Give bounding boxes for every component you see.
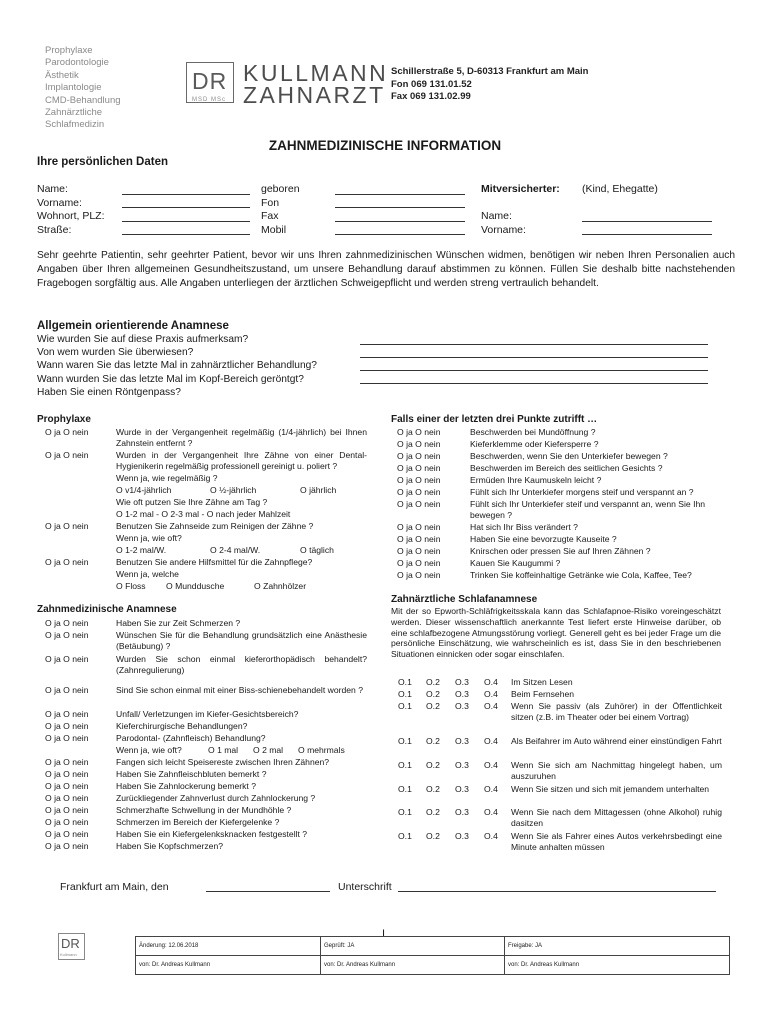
service-item: Ästhetik <box>45 69 79 81</box>
yes-no-options[interactable]: O ja O nein <box>45 521 89 531</box>
service-item: Zahnärztliche <box>45 107 103 119</box>
insured-name-field[interactable] <box>582 211 712 222</box>
page-title: ZAHNMEDIZINISCHE INFORMATION <box>268 138 502 153</box>
falls-question: Beschwerden, wenn Sie den Unterkiefer bewegen ? <box>470 451 668 461</box>
epworth-option[interactable]: O.1 <box>398 701 412 711</box>
zahnmed-question: Fangen sich leicht Speisereste zwischen Ihren Zähnen? <box>116 757 330 767</box>
zahnmed-sub: Wenn ja, wie oft? <box>116 745 182 755</box>
phone: Fon 069 131.01.52 <box>391 78 472 90</box>
answer-line[interactable] <box>360 347 708 358</box>
prophylaxe-sub: Wenn ja, welche <box>116 569 179 579</box>
strasse-field[interactable] <box>122 224 250 235</box>
epworth-option[interactable]: O.2 <box>426 807 440 817</box>
epworth-option[interactable]: O.1 <box>398 831 412 841</box>
option[interactable]: O Floss <box>116 581 146 591</box>
yes-no-options[interactable]: O ja O nein <box>45 709 89 719</box>
geboren-field[interactable] <box>335 184 465 195</box>
footer-cell: von: Dr. Andreas Kullmann <box>505 956 730 975</box>
prophylaxe-question: Wurden in der Vergangenheit Ihre Zähne von einer Dental-Hygienikerin regelmäßig professionell gereinigt u. poliert ? <box>116 450 367 471</box>
service-item: Schlafmedizin <box>45 119 105 131</box>
field-label: Vorname: <box>481 223 526 236</box>
insured-vorname-field[interactable] <box>582 224 712 235</box>
epworth-item: Wenn Sie als Fahrer eines Autos verkehrsbedingt eine Minute anhalten müssen <box>511 831 722 852</box>
yes-no-options[interactable]: O ja O nein <box>397 534 441 544</box>
fax: Fax 069 131.02.99 <box>391 91 471 102</box>
falls-heading: Falls einer der letzten drei Punkte zutrifft … <box>391 414 598 425</box>
zahnmed-question: Haben Sie zur Zeit Schmerzen ? <box>116 618 241 628</box>
zahnmed-question: Kieferchirurgische Behandlungen? <box>116 721 248 731</box>
anamnese-question: Wann waren Sie das letzte Mal in zahnärztlicher Behandlung? <box>37 360 317 372</box>
service-item: CMD-Behandlung <box>45 94 121 106</box>
option[interactable]: O täglich <box>300 545 334 555</box>
logo-name-line: KULLMANN <box>243 60 389 86</box>
yes-no-options[interactable]: O ja O nein <box>397 475 441 485</box>
yes-no-options[interactable]: O ja O nein <box>45 685 89 695</box>
schlaf-intro: Mit der so Epworth-Schläfrigkeitsskala kann das Schlafapnoe-Risiko voreingeschätzt werden. Dieser wissenschaftlich anerkannte Test liefert erste Hinweise darüber, ob eine schlafbezogene Atmungsstörung vorliegt. Generell geht es bei jeder Frage um die persönliche Einschätzung, wie wahrscheinlich es ist, dass Sie in den beschriebenen Situationen einnicken oder sogar einschlafen. <box>391 606 721 660</box>
epworth-option[interactable]: O.4 <box>484 736 498 746</box>
epworth-option[interactable]: O.4 <box>484 831 498 841</box>
yes-no-options[interactable]: O ja O nein <box>45 829 89 839</box>
zahnmed-question: Zurückliegender Zahnverlust durch Zahnlockerung ? <box>116 793 316 803</box>
option[interactable]: O 1-2 mal/W. <box>116 545 167 555</box>
zahnmed-heading: Zahnmedizinische Anamnese <box>37 604 177 615</box>
date-field[interactable] <box>206 891 330 892</box>
name-field[interactable] <box>122 184 250 195</box>
yes-no-options[interactable]: O ja O nein <box>45 450 89 460</box>
prophylaxe-heading: Prophylaxe <box>37 414 91 425</box>
epworth-item: Im Sitzen Lesen <box>511 677 573 687</box>
personal-mid-labels <box>261 183 300 237</box>
anamnese-question: Wann wurden Sie das letzte Mal im Kopf-Bereich geröntgt? <box>37 373 304 385</box>
yes-no-options[interactable]: O ja O nein <box>45 721 89 731</box>
falls-question: Haben Sie eine bevorzugte Kauseite ? <box>470 534 617 544</box>
prophylaxe-question: Benutzen Sie Zahnseide zum Reinigen der Zähne ? <box>116 521 314 531</box>
yes-no-options[interactable]: O ja O nein <box>45 427 89 437</box>
zahnmed-question: Unfall/ Verletzungen im Kiefer-Gesichtsbereich? <box>116 709 299 719</box>
mobil-field[interactable] <box>335 224 465 235</box>
epworth-option[interactable]: O.1 <box>398 736 412 746</box>
yes-no-options[interactable]: O ja O nein <box>397 499 441 509</box>
services-list <box>45 45 121 132</box>
zahnmed-question: Haben Sie Zahnlockerung bemerkt ? <box>116 781 256 791</box>
zahnmed-question: Parodontal- (Zahnfleisch) Behandlung? <box>116 733 266 743</box>
service-item: Implantologie <box>45 82 102 94</box>
yes-no-options[interactable]: O ja O nein <box>45 793 89 803</box>
yes-no-options[interactable]: O ja O nein <box>45 618 89 628</box>
schlaf-heading: Zahnärztliche Schlafanamnese <box>391 594 538 605</box>
epworth-option[interactable]: O.3 <box>455 760 469 770</box>
anamnese-heading: Allgemein orientierende Anamnese <box>37 320 229 332</box>
yes-no-options[interactable]: O ja O nein <box>45 781 89 791</box>
epworth-option[interactable]: O.4 <box>484 760 498 770</box>
insured-labels <box>481 210 526 237</box>
anamnese-question: Wie wurden Sie auf diese Praxis aufmerksam? <box>37 334 249 345</box>
option[interactable]: O Zahnhölzer <box>254 581 307 591</box>
epworth-option[interactable]: O.2 <box>426 760 440 770</box>
yes-no-options[interactable]: O ja O nein <box>397 558 441 568</box>
logo-name-line: ZAHNARZT <box>243 82 386 108</box>
contact-block <box>391 66 588 104</box>
epworth-option[interactable]: O.2 <box>426 677 440 687</box>
falls-question: Kieferklemme oder Kiefersperre ? <box>470 439 599 449</box>
wohnort-field[interactable] <box>122 211 250 222</box>
yes-no-options[interactable]: O ja O nein <box>45 817 89 827</box>
falls-question: Trinken Sie koffeinhaltige Getränke wie Cola, Kaffee, Tee? <box>470 570 692 580</box>
yes-no-options[interactable]: O ja O nein <box>45 630 89 640</box>
yes-no-options[interactable]: O ja O nein <box>45 805 89 815</box>
prophylaxe-question: Wurde in der Vergangenheit regelmäßig (1/4-jährlich) bei Ihnen Zahnstein entfernt ? <box>116 427 367 448</box>
logo-mark-sub: MSD MSc <box>192 97 226 103</box>
yes-no-options[interactable]: O ja O nein <box>45 733 89 743</box>
yes-no-options[interactable]: O ja O nein <box>45 757 89 767</box>
epworth-option[interactable]: O.4 <box>484 701 498 711</box>
zahnmed-question: Schmerzhafte Schwellung in der Mundhöhle ? <box>116 805 292 815</box>
epworth-option[interactable]: O.4 <box>484 807 498 817</box>
logo-mark: DR <box>192 68 228 94</box>
epworth-option[interactable]: O.1 <box>398 784 412 794</box>
signature-field[interactable] <box>398 891 716 892</box>
epworth-option[interactable]: O.2 <box>426 689 440 699</box>
option[interactable]: O v1/4-jährlich <box>116 485 172 495</box>
footer-cell: Freigabe: JA <box>505 937 730 956</box>
epworth-option[interactable]: O.1 <box>398 760 412 770</box>
epworth-option[interactable]: O.3 <box>455 677 469 687</box>
field-label: Wohnort, PLZ: <box>37 210 105 222</box>
epworth-item: Als Beifahrer im Auto während einer einstündigen Fahrt <box>511 736 722 746</box>
field-label: Fax <box>261 210 279 222</box>
signature-city: Frankfurt am Main, den <box>60 881 169 893</box>
epworth-item: Wenn Sie nach dem Mittagessen (ohne Alkohol) ruhig dasitzen <box>511 807 722 828</box>
field-label: Name: <box>37 183 68 195</box>
epworth-option[interactable]: O.1 <box>398 677 412 687</box>
footer-cell: Geprüft: JA <box>321 937 505 956</box>
field-label: Mobil <box>261 223 287 236</box>
answer-line[interactable] <box>360 373 708 384</box>
yes-no-options[interactable]: O ja O nein <box>397 463 441 473</box>
field-label: Straße: <box>37 223 72 236</box>
epworth-option[interactable]: O.4 <box>484 677 498 687</box>
falls-question: Fühlt sich Ihr Unterkiefer morgens steif und verspannt an ? <box>470 487 694 497</box>
prophylaxe-sub: Wie oft putzen Sie Ihre Zähne am Tag ? <box>116 497 268 507</box>
insured-label: Mitversicherter: <box>481 183 560 195</box>
yes-no-options[interactable]: O ja O nein <box>397 451 441 461</box>
option[interactable]: O Munddusche <box>166 581 225 591</box>
anamnese-questions <box>37 333 317 399</box>
falls-question: Kauen Sie Kaugummi ? <box>470 558 561 568</box>
yes-no-options[interactable]: O ja O nein <box>397 427 441 437</box>
field-label: Vorname: <box>37 196 82 209</box>
falls-question: Fühlt sich Ihr Unterkiefer steif und verspannt an, wenn Sie Ihn bewegen ? <box>470 499 706 520</box>
prophylaxe-sub: Wenn ja, wie oft? <box>116 533 182 543</box>
yes-no-options[interactable]: O ja O nein <box>397 439 441 449</box>
epworth-item: Wenn Sie sich am Nachmittag hingelegt haben, um auszuruhen <box>511 760 722 781</box>
personal-left-labels <box>37 183 105 237</box>
footer-logo-sub: Kullmann <box>60 952 77 957</box>
option[interactable]: O 1 mal <box>208 745 239 755</box>
epworth-option[interactable]: O.3 <box>455 831 469 841</box>
yes-no-options[interactable]: O ja O nein <box>397 522 441 532</box>
epworth-item: Wenn Sie sitzen und sich mit jemandem unterhalten <box>511 784 710 794</box>
epworth-option[interactable]: O.2 <box>426 736 440 746</box>
epworth-option[interactable]: O.2 <box>426 831 440 841</box>
epworth-option[interactable]: O.3 <box>455 701 469 711</box>
epworth-option[interactable]: O.4 <box>484 689 498 699</box>
falls-question: Beschwerden im Bereich des seitlichen Gesichts ? <box>470 463 663 473</box>
footer-cell: von: Dr. Andreas Kullmann <box>136 956 321 975</box>
option[interactable]: O 2 mal <box>253 745 284 755</box>
falls-question: Beschwerden bei Mundöffnung ? <box>470 427 596 437</box>
epworth-option[interactable]: O.2 <box>426 701 440 711</box>
insured-note: (Kind, Ehegatte) <box>582 183 658 195</box>
answer-line[interactable] <box>360 360 708 371</box>
yes-no-options[interactable]: O ja O nein <box>397 487 441 497</box>
epworth-item: Wenn Sie passiv (als Zuhörer) in der Öffentlichkeit sitzen (z.B. im Theater oder bei einem Vortrag) <box>511 701 722 722</box>
zahnmed-question: Haben Sie ein Kiefergelenksknacken festgestellt ? <box>116 829 308 839</box>
footer-logo: DR <box>61 936 80 951</box>
yes-no-options[interactable]: O ja O nein <box>45 654 89 664</box>
epworth-option[interactable]: O.1 <box>398 807 412 817</box>
answer-line[interactable] <box>360 334 708 345</box>
epworth-option[interactable]: O.2 <box>426 784 440 794</box>
yes-no-options[interactable]: O ja O nein <box>397 546 441 556</box>
option[interactable]: O ½-jährlich <box>210 485 257 495</box>
anamnese-question: Haben Sie einen Röntgenpass? <box>37 386 181 398</box>
address: Schillerstraße 5, D-60313 Frankfurt am Main <box>391 66 589 77</box>
signature-label: Unterschrift <box>338 881 392 893</box>
zahnmed-question: Haben Sie Kopfschmerzen? <box>116 841 224 851</box>
zahnmed-question: Sind Sie schon einmal mit einer Biss-schienebehandelt worden ? <box>116 685 363 695</box>
epworth-option[interactable]: O.3 <box>455 784 469 794</box>
intro-text: Sehr geehrte Patientin, sehr geehrter Patient, bevor wir uns Ihren zahnmedizinischen Wünschen widmen, benötigen wir neben Ihren Personalien auch Angaben über Ihren allgemeinen Gesundheitszustand, um unsere Behandlung darauf abstimmen zu können. Füllen Sie deshalb bitte nachstehenden Fragebogen sorgfältig aus. Alle Angaben unterliegen der ärztlichen Schweigepflicht und werden streng vertraulich behandelt. <box>37 250 735 290</box>
zahnmed-question: Wurden Sie schon einmal kieferorthopädisch behandelt? (Zahnregulierung) <box>116 654 367 675</box>
fon-field[interactable] <box>335 197 465 208</box>
yes-no-options[interactable]: O ja O nein <box>45 841 89 851</box>
field-label: geboren <box>261 183 300 195</box>
field-label: Fon <box>261 196 280 209</box>
epworth-option[interactable]: O.4 <box>484 784 498 794</box>
prophylaxe-sub: Wenn ja, wie regelmäßig ? <box>116 473 218 483</box>
falls-question: Hat sich Ihr Biss verändert ? <box>470 522 578 532</box>
yes-no-options[interactable]: O ja O nein <box>397 570 441 580</box>
fax-field[interactable] <box>335 211 465 222</box>
zahnmed-question: Haben Sie Zahnfleischbluten bemerkt ? <box>116 769 267 779</box>
epworth-item: Beim Fernsehen <box>511 689 575 699</box>
epworth-option[interactable]: O.1 <box>398 689 412 699</box>
footer-cell: von: Dr. Andreas Kullmann <box>321 956 505 975</box>
option-row[interactable]: O 1-2 mal - O 2-3 mal - O nach jeder Mahlzeit <box>116 509 291 519</box>
epworth-option[interactable]: O.3 <box>455 689 469 699</box>
falls-question: Knirschen oder pressen Sie auf Ihren Zähnen ? <box>470 546 651 556</box>
page-mark: I <box>382 928 386 940</box>
service-item: Prophylaxe <box>45 45 93 56</box>
service-item: Parodontologie <box>45 57 109 69</box>
falls-question: Ermüden Ihre Kaumuskeln leicht ? <box>470 475 602 485</box>
anamnese-question: Von wem wurden Sie überwiesen? <box>37 347 194 359</box>
epworth-option[interactable]: O.3 <box>455 736 469 746</box>
zahnmed-question: Wünschen Sie für die Behandlung grundsätzlich eine Anästhesie (Betäubung) ? <box>116 630 367 651</box>
epworth-option[interactable]: O.3 <box>455 807 469 817</box>
personal-heading: Ihre persönlichen Daten <box>37 156 169 168</box>
footer-cell: Änderung: 12.06.2018 <box>136 937 321 956</box>
option[interactable]: O jährlich <box>300 485 337 495</box>
zahnmed-question: Schmerzen im Bereich der Kiefergelenke ? <box>116 817 280 827</box>
field-label: Name: <box>481 210 512 222</box>
prophylaxe-question: Benutzen Sie andere Hilfsmittel für die Zahnpflege? <box>116 557 313 567</box>
yes-no-options[interactable]: O ja O nein <box>45 557 89 567</box>
footer-table <box>135 936 730 975</box>
yes-no-options[interactable]: O ja O nein <box>45 769 89 779</box>
logo-name <box>243 62 388 106</box>
option[interactable]: O mehrmals <box>298 745 345 755</box>
vorname-field[interactable] <box>122 197 250 208</box>
option[interactable]: O 2-4 mal/W. <box>210 545 261 555</box>
